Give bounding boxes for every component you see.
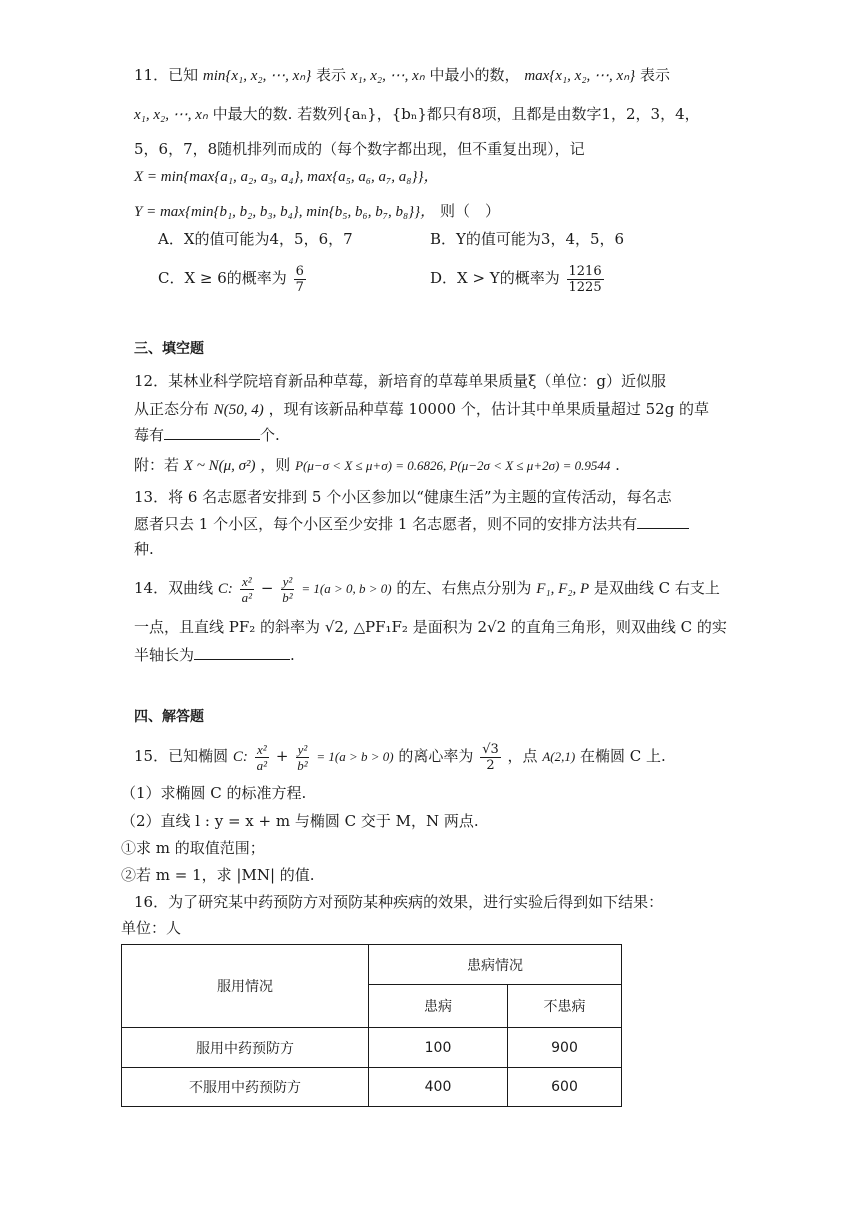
table-row-label: 服用中药预防方: [122, 1028, 369, 1068]
q15-equation: = 1(a > b > 0): [316, 749, 394, 764]
q11-max-expr: max{x₁, x₂, ⋯, xₙ}: [524, 68, 636, 84]
q13-line-2: [134, 513, 689, 535]
q14-text: .: [290, 646, 295, 664]
q12-text: ，现有该新品种草莓 10000 个，估计其中单果质量超过 52g 的草: [268, 400, 710, 418]
fraction-denominator: 7: [295, 279, 304, 295]
table-cell-not-sick: 600: [508, 1068, 622, 1107]
q15-fraction-x: [255, 742, 269, 773]
fraction-numerator: √3: [482, 741, 499, 757]
q14-line-1: [134, 570, 720, 607]
q12-line-3: [134, 424, 280, 446]
q15-sub-2: ②若 m = 1，求 |MN| 的值.: [121, 866, 315, 884]
q11-option-c-fraction: [294, 264, 306, 295]
answer-blank[interactable]: [194, 645, 290, 660]
q14-text: 半轴长为: [134, 646, 195, 664]
q12-text: 个.: [260, 426, 280, 444]
table-row-label: 不服用中药预防方: [122, 1068, 369, 1107]
q13-line-3: 种.: [134, 540, 154, 558]
q11-line-5: [134, 200, 500, 223]
q11-min-expr: min{x₁, x₂, ⋯, xₙ}: [202, 68, 312, 84]
table-col-not-sick: 不患病: [508, 985, 622, 1028]
q11-option-d-fraction: [567, 264, 604, 295]
q16-line-1: 16．为了研究某中药预防方对预防某种疾病的效果，进行实验后得到如下结果：: [134, 893, 664, 911]
fraction-numerator: x²: [257, 741, 267, 757]
q11-text: 表示: [316, 66, 347, 84]
q12-note-text: 附：若: [134, 456, 180, 474]
section-heading-solutions: 四、解答题: [134, 709, 204, 725]
q15-point: A(2,1): [542, 749, 576, 764]
q15-line-1: [134, 738, 666, 775]
q12-note-text: .: [615, 456, 620, 474]
q11-line-2: [134, 103, 700, 126]
q11-option-d-text: D．X > Y的概率为: [430, 269, 560, 287]
q11-y-definition: Y = max{min{b₁, b₂, b₃, b₄}, min{b₅, b₆, b₇, b₈}}，: [134, 204, 436, 220]
q14-curve-name: C:: [217, 581, 233, 597]
q11-option-d: [430, 260, 606, 296]
q15-eccentricity-fraction: [480, 742, 501, 773]
q11-text: 表示: [639, 66, 670, 84]
q15-sub-1: ①求 m 的取值范围；: [121, 839, 265, 857]
q14-fraction-y: [280, 574, 294, 605]
table-header-disease: 患病情况: [369, 945, 622, 985]
q12-text: 莓有: [134, 426, 165, 444]
q11-text: 中最大的数. 若数列{aₙ}，{bₙ}都只有8项，且都是由数字1，2，3，4，: [212, 105, 700, 123]
q11-vars: x₁, x₂, ⋯, xₙ: [134, 107, 208, 123]
q14-text: 14．双曲线: [134, 579, 214, 597]
q12-note-distribution: X ~ N(μ, σ²): [183, 458, 256, 474]
q15-text: ，点: [507, 747, 538, 765]
fraction-denominator: b²: [282, 589, 293, 605]
q11-option-c-text: C．X ≥ 6的概率为: [158, 269, 287, 287]
table-cell-sick: 400: [369, 1068, 508, 1107]
q16-unit: 单位：人: [121, 919, 182, 937]
fraction-denominator: a²: [256, 757, 268, 773]
q14-line-3: [134, 644, 295, 666]
q16-data-table: [121, 944, 622, 1107]
q14-foci: F₁, F₂, P: [536, 581, 590, 597]
q11-line-3: 5，6，7，8随机排列而成的（每个数字都出现，但不重复出现），记: [134, 140, 585, 158]
q11-option-c: [158, 260, 308, 296]
q11-question-tail: 则（ ）: [439, 202, 500, 220]
q11-line-1: [134, 64, 670, 87]
fraction-numerator: 6: [295, 263, 304, 279]
fraction-numerator: y²: [282, 573, 293, 589]
q12-text: 从正态分布: [134, 400, 210, 418]
q11-vars: x₁, x₂, ⋯, xₙ: [350, 68, 425, 84]
answer-blank[interactable]: [164, 425, 260, 440]
q12-line-1: 12．某林业科学院培育新品种草莓，新培育的草莓单果质量ξ（单位：g）近似服: [134, 372, 666, 390]
q15-curve-name: C:: [232, 749, 248, 765]
q15-part-1: （1）求椭圆 C 的标准方程.: [121, 784, 307, 802]
q15-text: 的离心率为: [398, 747, 474, 765]
q15-text: 15．已知椭圆: [134, 747, 229, 765]
answer-blank[interactable]: [637, 514, 689, 529]
q11-text: 中最小的数，: [429, 66, 520, 84]
q14-line-2: 一点，且直线 PF₂ 的斜率为 √2, △PF₁F₂ 是面积为 2√2 的直角三角形，则双曲线 C 的实: [134, 618, 727, 636]
fraction-numerator: x²: [242, 573, 252, 589]
q14-equation: = 1(a > 0, b > 0): [301, 581, 392, 596]
q12-note: [134, 454, 620, 477]
q12-note-text: ，则: [260, 456, 291, 474]
q13-line-1: 13．将 6 名志愿者安排到 5 个小区参加以“健康生活”为主题的宣传活动，每名志: [134, 488, 672, 506]
fraction-denominator: 2: [486, 757, 495, 773]
table-row: [122, 1028, 622, 1068]
q11-option-b: B．Y的值可能为3，4，5，6: [430, 230, 625, 248]
fraction-numerator: 1216: [568, 263, 602, 279]
plus-sign: +: [275, 747, 289, 765]
section-heading-fill-in: 三、填空题: [134, 341, 204, 357]
q13-text: 愿者只去 1 个小区，每个小区至少安排 1 名志愿者，则不同的安排方法共有: [134, 515, 638, 533]
q12-distribution: N(50, 4): [213, 402, 264, 418]
table-row: [122, 1068, 622, 1107]
fraction-numerator: y²: [297, 741, 308, 757]
q15-fraction-y: [295, 742, 309, 773]
q14-text: 是双曲线 C 右支上: [593, 579, 720, 597]
minus-sign: −: [260, 579, 274, 597]
q15-part-2: （2）直线 l : y = x + m 与椭圆 C 交于 M，N 两点.: [121, 812, 479, 830]
table-cell-not-sick: 900: [508, 1028, 622, 1068]
q12-note-formula: P(μ−σ < X ≤ μ+σ) = 0.6826, P(μ−2σ < X ≤ μ+2σ) = 0.9544: [295, 458, 611, 473]
table-header-usage: 服用情况: [122, 945, 369, 1028]
fraction-denominator: 1225: [568, 279, 602, 295]
q14-text: 的左、右焦点分别为: [396, 579, 532, 597]
q12-line-2: [134, 398, 709, 421]
q11-option-a: A．X的值可能为4，5，6，7: [158, 230, 353, 248]
q11-x-definition: X = min{max{a₁, a₂, a₃, a₄}, max{a₅, a₆, a₇, a₈}}，: [134, 169, 439, 185]
table-col-sick: 患病: [369, 985, 508, 1028]
q11-text: 11．已知: [134, 66, 199, 84]
q14-fraction-x: [240, 574, 254, 605]
table-header-row: [122, 945, 622, 985]
fraction-denominator: a²: [241, 589, 253, 605]
q15-text: 在椭圆 C 上.: [579, 747, 666, 765]
fraction-denominator: b²: [297, 757, 308, 773]
table-cell-sick: 100: [369, 1028, 508, 1068]
